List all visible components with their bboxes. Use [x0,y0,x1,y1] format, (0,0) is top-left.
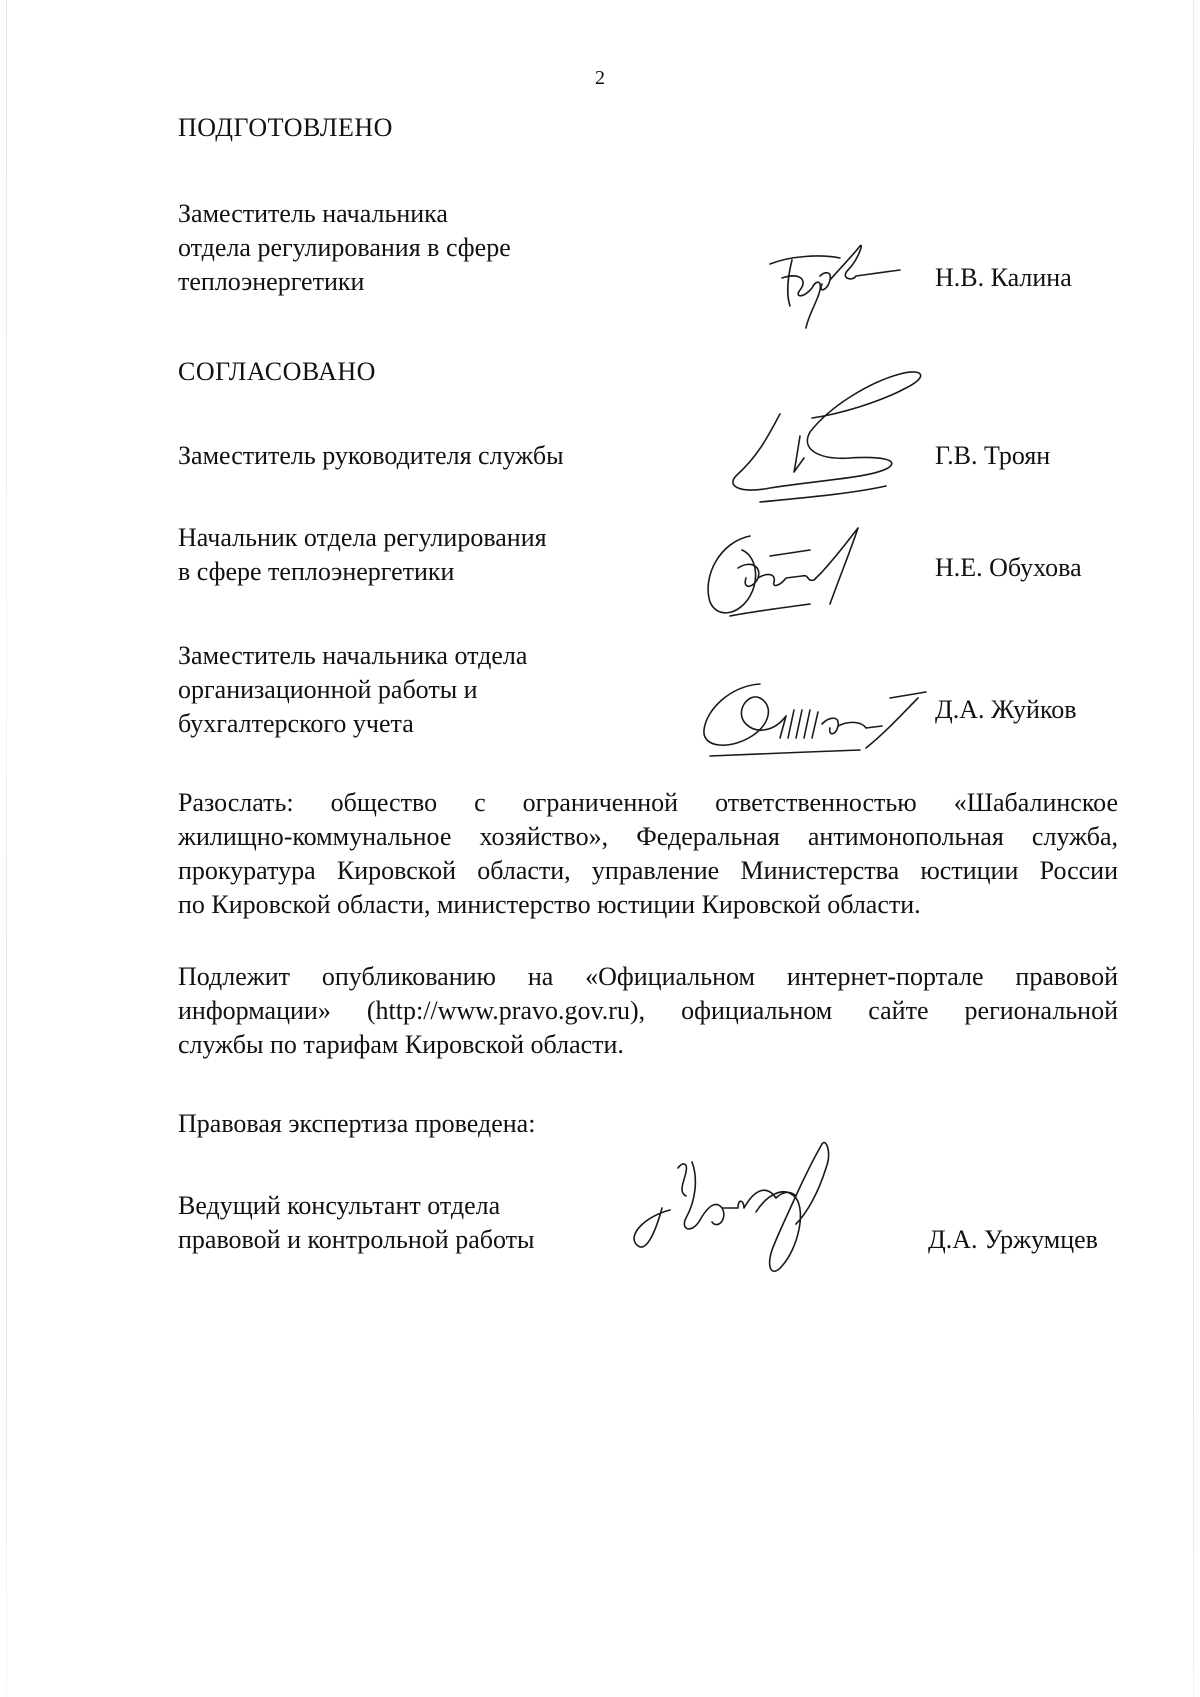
paragraph-line: Подлежит опубликованию на «Официальном интернет-портале правовой [178,962,1118,991]
signatory-name: Г.В. Троян [935,441,1051,470]
signature-troyan [700,362,940,512]
paragraph-line: службы по тарифам Кировской области. [178,1030,624,1059]
position-line: Начальник отдела регулирования [178,523,547,552]
position-line: Ведущий консультант отдела [178,1191,501,1220]
distribution-paragraph [178,786,1118,922]
paragraph-line: Разослать: общество с ограниченной ответственностью «Шабалинское [178,788,1118,817]
signature-zhuikov [690,676,940,760]
signatory-name: Н.В. Калина [935,263,1072,292]
paragraph-line: прокуратура Кировской области, управление Министерства юстиции России [178,856,1118,885]
position-line: правовой и контрольной работы [178,1225,535,1254]
position-line: отдела регулирования в сфере [178,233,511,262]
paragraph-line: информации» (http://www.pravo.gov.ru), официальном сайте региональной [178,996,1118,1025]
position-line: Заместитель руководителя службы [178,441,564,470]
signatory-name: Д.А. Жуйков [935,695,1077,724]
page-number: 2 [595,67,605,89]
signature-kalina [760,236,910,336]
signatory-name: Н.Е. Обухова [935,553,1082,582]
position-line: Заместитель начальника [178,199,448,228]
scan-edge [1193,0,1194,1697]
position-line: Заместитель начальника отдела [178,641,528,670]
legal-review-heading: Правовая экспертиза проведена: [178,1109,536,1138]
scan-edge [6,0,7,1697]
signatory-name: Д.А. Уржумцев [928,1225,1098,1254]
signature-urzhumtsev [626,1138,856,1278]
position-line: теплоэнергетики [178,267,365,296]
paragraph-line: по Кировской области, министерство юстиции Кировской области. [178,890,921,919]
signature-obukhova [690,516,900,626]
position-line: в сфере теплоэнергетики [178,557,455,586]
agreed-heading: СОГЛАСОВАНО [178,357,376,386]
position-line: бухгалтерского учета [178,709,414,738]
paragraph-line: жилищно-коммунальное хозяйство», Федеральная антимонопольная служба, [178,822,1118,851]
publication-paragraph [178,960,1118,1062]
position-line: организационной работы и [178,675,478,704]
prepared-heading: ПОДГОТОВЛЕНО [178,113,393,142]
